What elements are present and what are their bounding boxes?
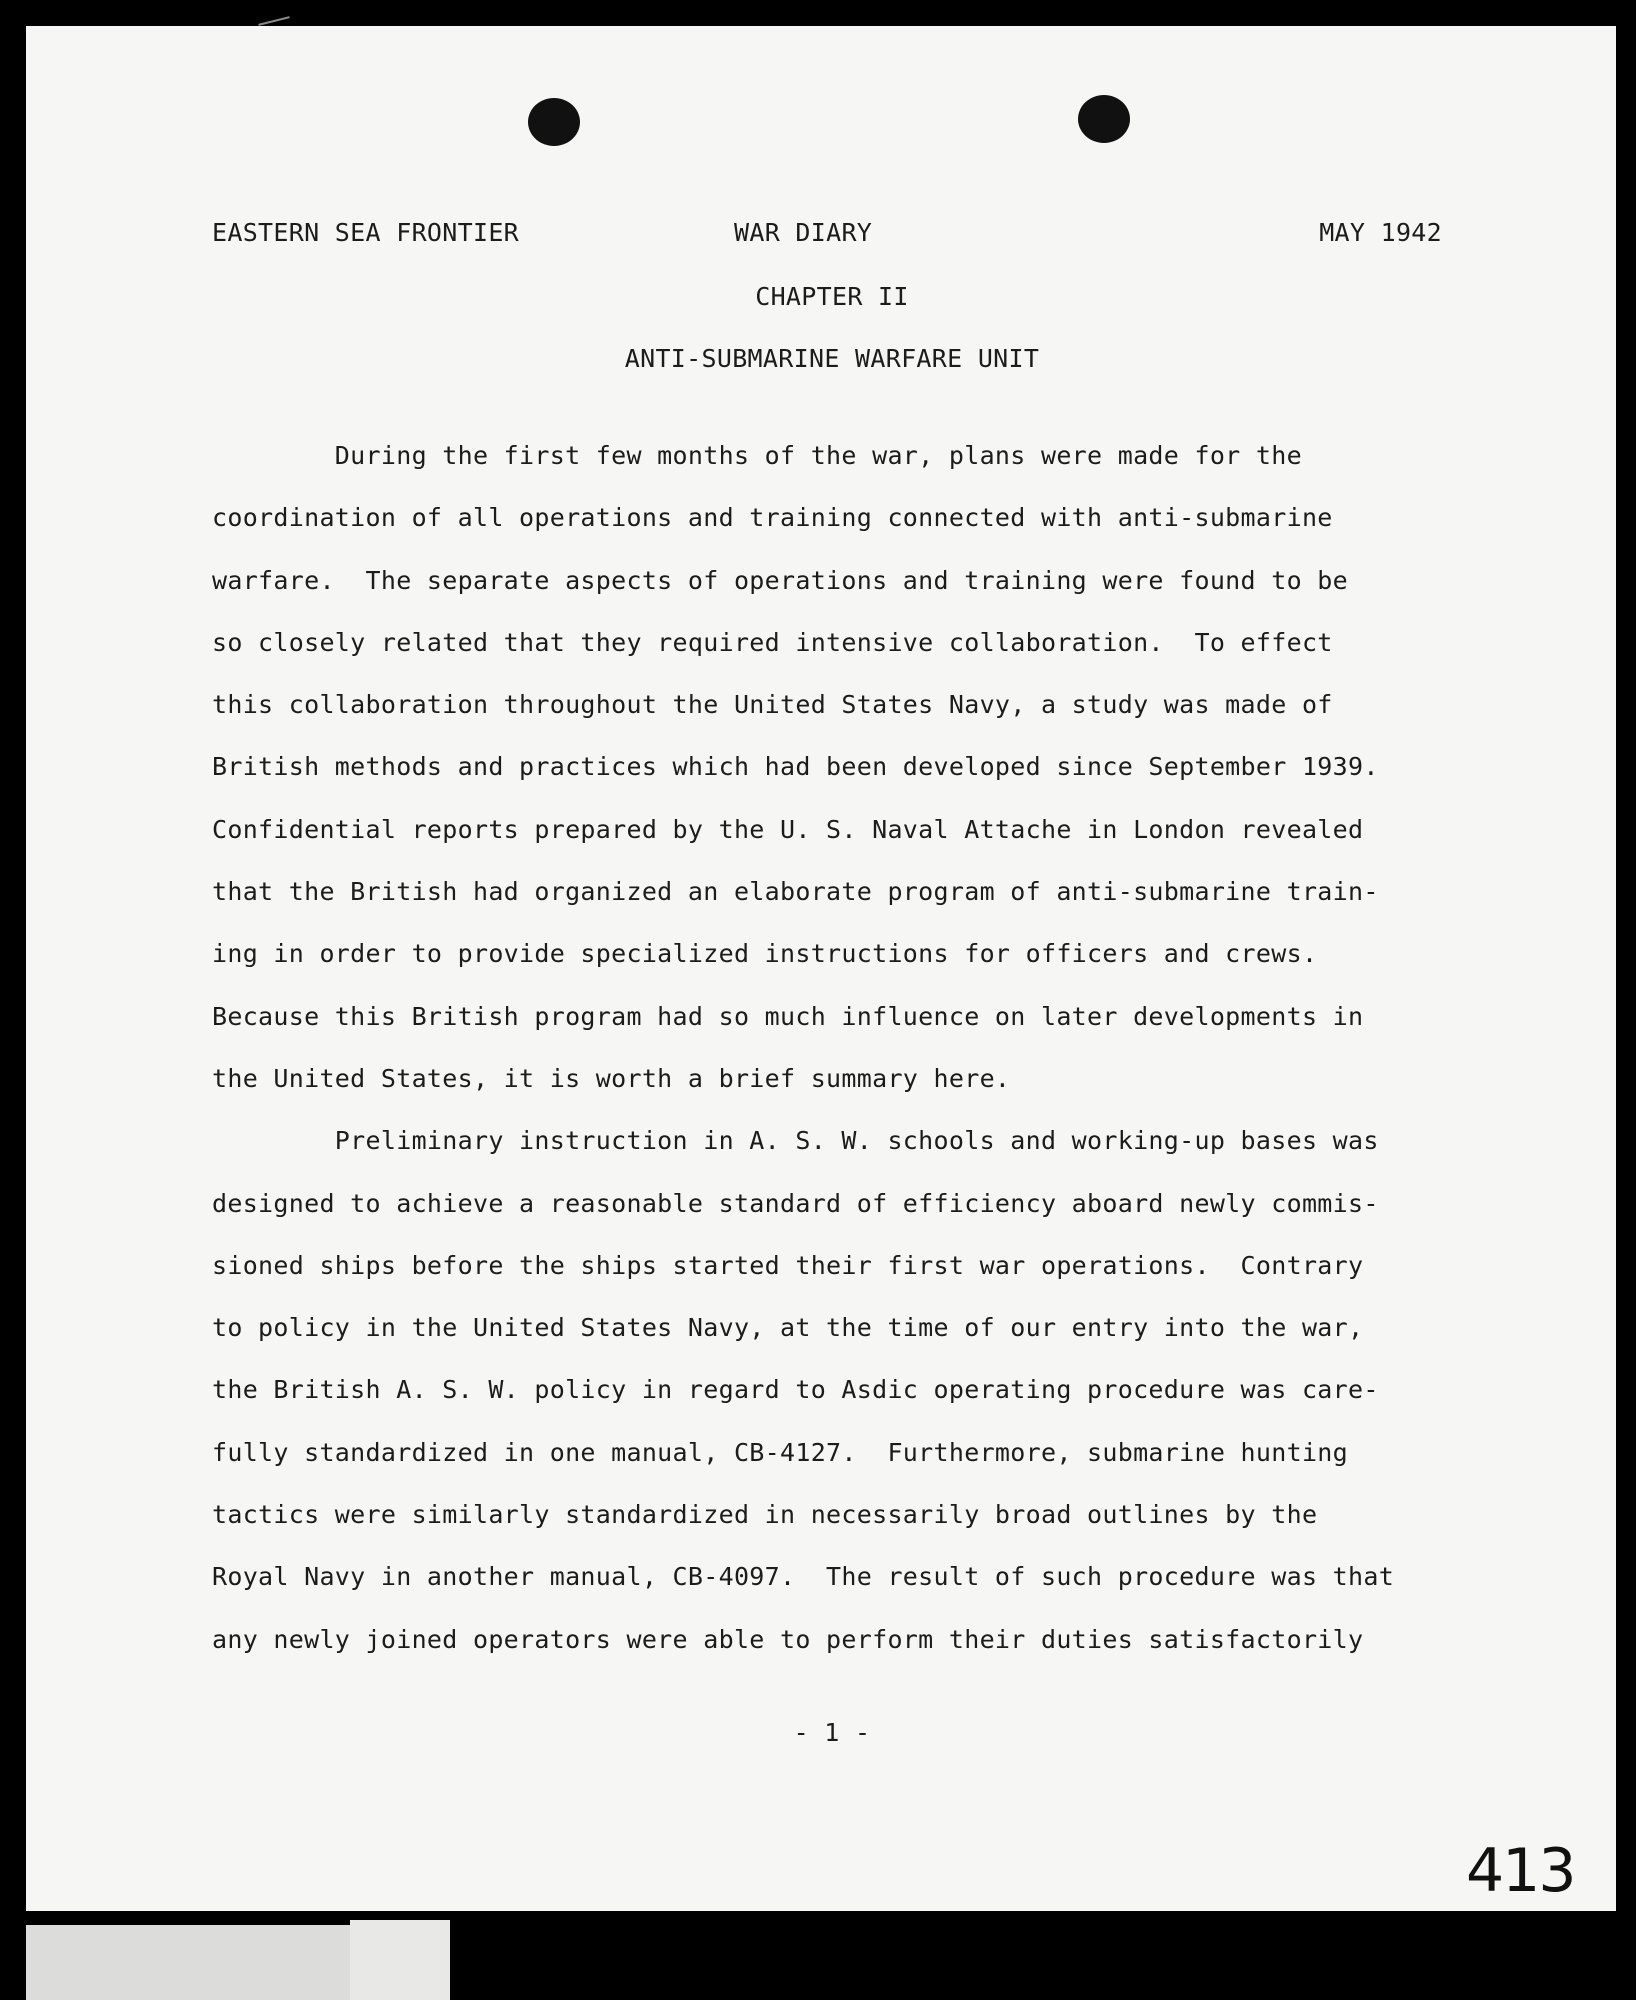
body-line: Royal Navy in another manual, CB-4097. The result of such procedure was that xyxy=(212,1562,1395,1592)
body-line: Preliminary instruction in A. S. W. schools and working-up bases was xyxy=(212,1126,1379,1156)
body-line: Confidential reports prepared by the U. S. Naval Attache in London revealed xyxy=(212,814,1364,844)
body-line: fully standardized in one manual, CB-4127. Furthermore, submarine hunting xyxy=(212,1437,1348,1467)
body-line: sioned ships before the ships started their first war operations. Contrary xyxy=(212,1250,1364,1280)
body-line: the United States, it is worth a brief summary here. xyxy=(212,1063,1011,1093)
header-date: MAY 1942 xyxy=(1319,218,1442,247)
body-line: to policy in the United States Navy, at the time of our entry into the war, xyxy=(212,1313,1364,1343)
punch-hole-left xyxy=(528,98,580,146)
header-organization: EASTERN SEA FRONTIER xyxy=(212,218,520,247)
body-line: any newly joined operators were able to perform their duties satisfactorily xyxy=(212,1624,1364,1654)
chapter-heading: CHAPTER II xyxy=(755,282,909,311)
body-line: so closely related that they required intensive collaboration. To effect xyxy=(212,627,1333,657)
body-text xyxy=(212,436,1472,1682)
body-line: this collaboration throughout the United States Navy, a study was made of xyxy=(212,690,1333,720)
page-number: - 1 - xyxy=(793,1718,871,1747)
body-line: ing in order to provide specialized instructions for officers and crews. xyxy=(212,939,1318,969)
body-line: designed to achieve a reasonable standard of efficiency aboard newly commis- xyxy=(212,1188,1379,1218)
body-line: coordination of all operations and training connected with anti-submarine xyxy=(212,503,1333,533)
section-title: ANTI-SUBMARINE WARFARE UNIT xyxy=(624,344,1040,373)
pencil-mark xyxy=(258,16,290,26)
header-document-type: WAR DIARY xyxy=(734,218,873,247)
handwritten-page-number: 413 xyxy=(1466,1836,1575,1906)
body-line: tactics were similarly standardized in necessarily broad outlines by the xyxy=(212,1500,1318,1530)
body-line: that the British had organized an elaborate program of anti-submarine train- xyxy=(212,877,1379,907)
body-line: During the first few months of the war, plans were made for the xyxy=(212,441,1302,470)
document-header xyxy=(212,218,1442,258)
body-line: warfare. The separate aspects of operations and training were found to be xyxy=(212,565,1348,595)
punch-hole-right xyxy=(1078,95,1130,143)
body-line: Because this British program had so much influence on later developments in xyxy=(212,1001,1364,1031)
paper-edge-tab xyxy=(350,1920,450,2000)
body-line: British methods and practices which had been developed since September 1939. xyxy=(212,752,1379,782)
body-line: the British A. S. W. policy in regard to Asdic operating procedure was care- xyxy=(212,1375,1379,1405)
